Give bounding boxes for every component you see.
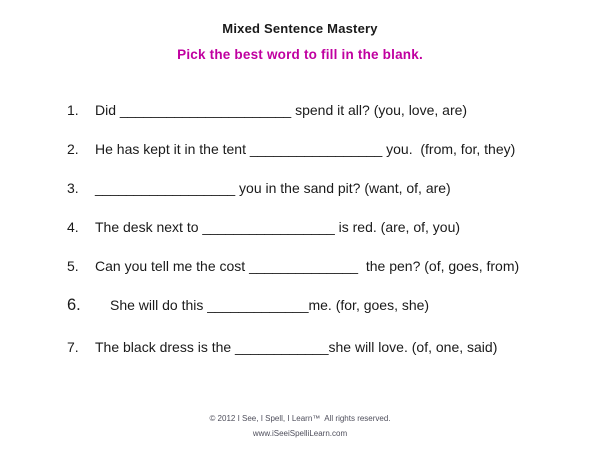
item-sentence: The desk next to _________________ is red. (are, of, you) — [95, 219, 461, 235]
item-sentence: He has kept it in the tent _________________ you. (from, for, they) — [95, 141, 516, 157]
item-sentence: Did ______________________ spend it all? (you, love, are) — [95, 102, 468, 118]
worksheet-item — [67, 140, 582, 159]
page-title: Mixed Sentence Mastery — [222, 21, 378, 36]
item-sentence: The black dress is the ____________she will love. (of, one, said) — [95, 339, 498, 355]
item-number: 4. — [67, 219, 79, 235]
item-sentence: __________________ you in the sand pit? (want, of, are) — [95, 180, 451, 196]
website-text: www.iSeeiSpelliLearn.com — [252, 429, 348, 438]
item-number: 6. — [67, 296, 81, 314]
worksheet-item — [67, 257, 582, 276]
item-number: 2. — [67, 141, 79, 157]
item-sentence: She will do this _____________me. (for, goes, she) — [110, 297, 430, 313]
worksheet-item — [67, 296, 582, 315]
worksheet-item — [67, 179, 582, 198]
page-subtitle: Pick the best word to fill in the blank. — [177, 47, 423, 62]
worksheet-item-list — [67, 101, 582, 377]
worksheet-item — [67, 101, 582, 120]
item-number: 3. — [67, 180, 79, 196]
worksheet-item — [67, 218, 582, 237]
copyright-text: © 2012 I See, I Spell, I Learn™ All rights reserved. — [209, 414, 391, 423]
item-number: 5. — [67, 258, 79, 274]
page-footer — [0, 411, 600, 441]
item-number: 7. — [67, 339, 79, 355]
item-sentence: Can you tell me the cost ______________ the pen? (of, goes, from) — [95, 258, 520, 274]
worksheet-item — [67, 338, 582, 357]
item-number: 1. — [67, 102, 79, 118]
